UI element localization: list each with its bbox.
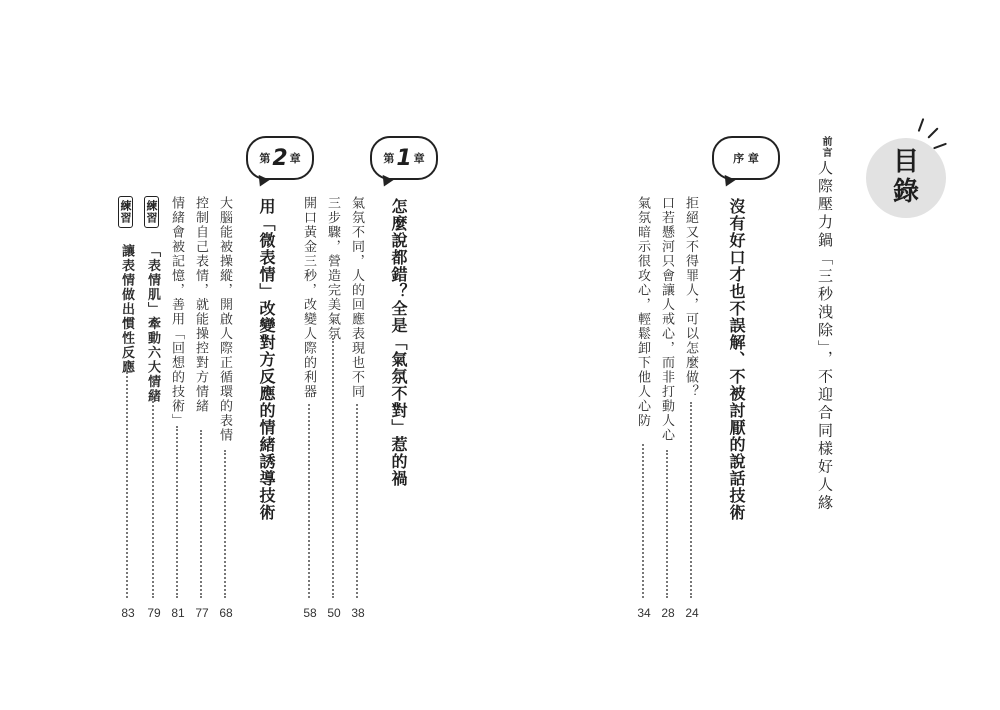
- leader-dots: [152, 378, 154, 598]
- prologue-entry-2[interactable]: 口若懸河只會讓人戒心，而非打動人心: [659, 196, 674, 443]
- page-number: 83: [121, 606, 135, 620]
- page-number: 34: [637, 606, 651, 620]
- leader-dots: [666, 450, 668, 598]
- badge-tail: [378, 175, 393, 189]
- page-number: 79: [147, 606, 161, 620]
- badge-suffix: 章: [289, 152, 301, 165]
- chapter1-entry-2[interactable]: 三步驟，營造完美氣氛: [325, 196, 340, 341]
- leader-dots: [690, 402, 692, 598]
- leader-dots: [176, 426, 178, 598]
- leader-dots: [356, 404, 358, 598]
- badge-prefix: 第: [259, 152, 271, 165]
- chapter1-entry-3[interactable]: 開口黃金三秒，改變人際的利器: [301, 196, 316, 399]
- page-number: 24: [685, 606, 699, 620]
- chapter1-badge: [370, 136, 438, 180]
- chapter2-entry-3[interactable]: 情緒會被記憶，善用「回想的技術」: [169, 196, 184, 428]
- leader-dots: [332, 338, 334, 598]
- prologue-heading: 沒有好口才也不誤解、不被討厭的說話技術: [727, 198, 746, 521]
- title-ray-2: [927, 127, 938, 138]
- prologue-badge-label: 序 章: [733, 152, 759, 165]
- leader-dots: [308, 404, 310, 598]
- badge-tail: [720, 175, 735, 189]
- page-number: 58: [303, 606, 317, 620]
- chapter2-badge: [246, 136, 314, 180]
- badge-prefix: 第: [383, 152, 395, 165]
- title-char-2: 錄: [892, 177, 919, 207]
- practice-entry-2[interactable]: 讓表情做出慣性反應: [119, 244, 134, 375]
- leader-dots: [126, 364, 128, 598]
- toc-title: [866, 138, 946, 218]
- prologue-badge: [712, 136, 780, 180]
- badge-number: 1: [396, 145, 412, 171]
- chapter1-heading: 怎麼說都錯？全是「氣氛不對」惹的禍: [389, 198, 408, 487]
- page-number: 28: [661, 606, 675, 620]
- chapter2-entry-1[interactable]: 大腦能被操縱，開啟人際正循環的表情: [217, 196, 232, 443]
- leader-dots: [200, 430, 202, 598]
- practice-tag: 練習: [118, 196, 133, 228]
- leader-dots: [224, 450, 226, 598]
- leader-dots: [642, 444, 644, 598]
- chapter1-entry-1[interactable]: 氣氛不同，人的回應表現也不同: [349, 196, 364, 399]
- chapter2-heading: 用「微表情」改變對方反應的情緒誘導技術: [257, 198, 276, 521]
- practice-tag: 練習: [144, 196, 159, 228]
- badge-suffix: 章: [413, 152, 425, 165]
- page-number: 77: [195, 606, 209, 620]
- title-ray-1: [918, 118, 925, 132]
- chapter2-entry-2[interactable]: 控制自己表情，就能操控對方情緒: [193, 196, 208, 414]
- badge-number: 2: [272, 145, 288, 171]
- prologue-entry-1[interactable]: 拒絕又不得罪人，可以怎麼做？: [683, 196, 698, 399]
- page-number: 68: [219, 606, 233, 620]
- preface-tag: 前言: [820, 136, 831, 158]
- page-number: 81: [171, 606, 185, 620]
- preface-text: 人際壓力鍋「三秒洩除」，不迎合同樣好人緣: [816, 160, 834, 513]
- prologue-entry-3[interactable]: 氣氛暗示很攻心，輕鬆卸下他人心防: [635, 196, 650, 428]
- title-char-1: 目: [892, 147, 919, 178]
- badge-tail: [254, 175, 269, 189]
- practice-entry-1[interactable]: 「表情肌」牽動六大情緒: [145, 244, 160, 404]
- title-ray-3: [933, 143, 947, 150]
- page-number: 38: [351, 606, 365, 620]
- page-number: 50: [327, 606, 341, 620]
